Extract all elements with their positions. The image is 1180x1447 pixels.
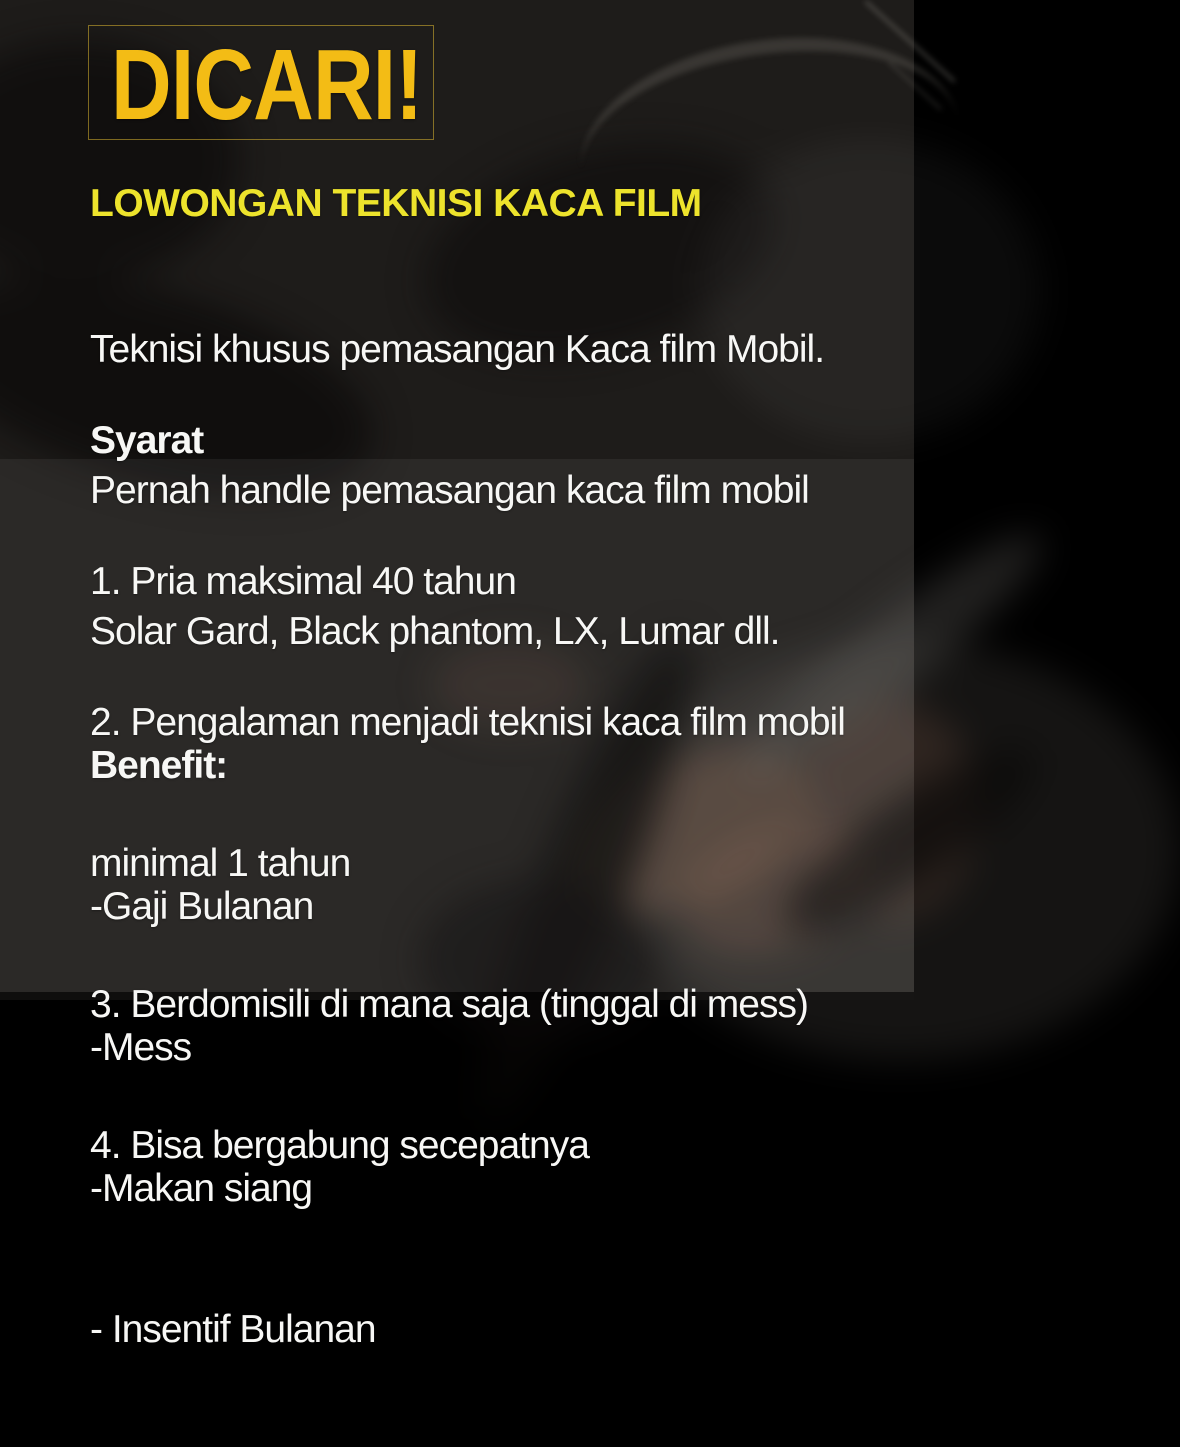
benefit-item: - Insentif Bulanan	[90, 1308, 376, 1351]
requirement-item: 4. Bisa bergabung secepatnya	[90, 1124, 589, 1167]
requirement-item-continuation: minimal 1 tahun	[90, 842, 351, 885]
benefit-item: -Makan siang	[90, 1167, 313, 1210]
wanted-badge-text: DICARI!	[111, 28, 423, 141]
requirement-item: 1. Pria maksimal 40 tahun	[90, 560, 516, 603]
benefit-item: -Gaji Bulanan	[90, 885, 314, 928]
intro-line: Solar Gard, Black phantom, LX, Lumar dll.	[90, 610, 780, 653]
intro-line: Pernah handle pemasangan kaca film mobil	[90, 469, 809, 512]
requirement-item: 3. Berdomisili di mana saja (tinggal di mess)	[90, 983, 808, 1026]
wanted-badge-box	[88, 25, 434, 140]
benefit-item: -Mess	[90, 1026, 192, 1069]
benefits-list	[90, 789, 376, 1447]
benefits-heading: Benefit:	[90, 744, 228, 787]
headline: LOWONGAN TEKNISI KACA FILM	[90, 182, 702, 225]
intro-line: Teknisi khusus pemasangan Kaca film Mobil.	[90, 328, 825, 371]
requirement-item: 2. Pengalaman menjadi teknisi kaca film mobil	[90, 701, 845, 744]
requirements-heading: Syarat	[90, 419, 204, 462]
